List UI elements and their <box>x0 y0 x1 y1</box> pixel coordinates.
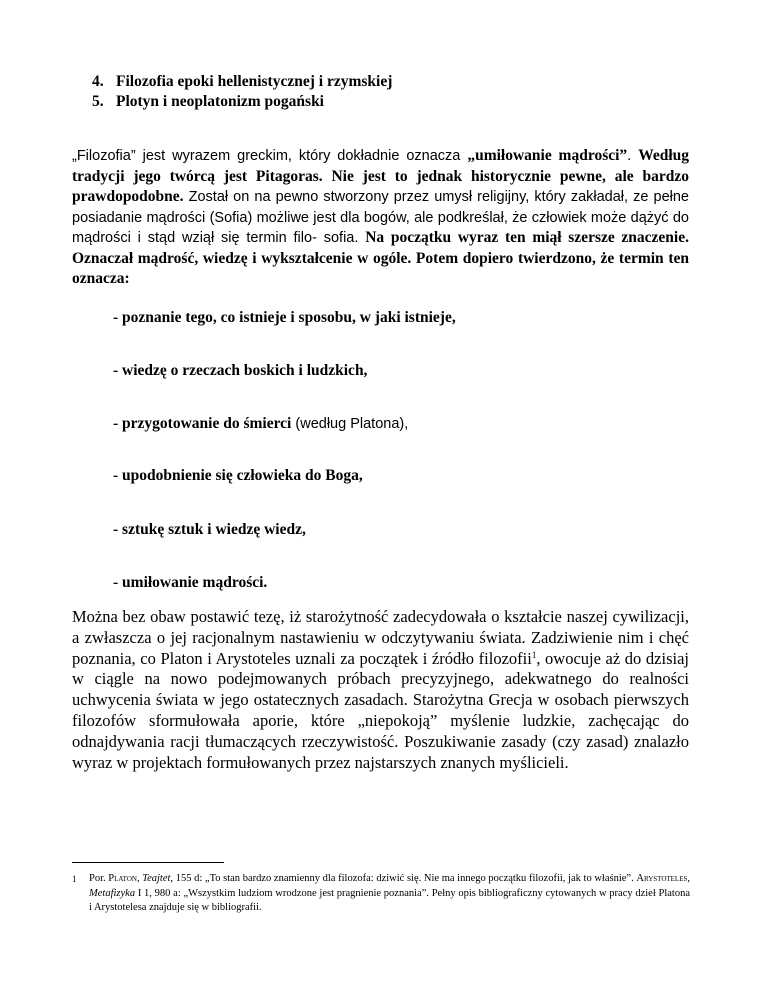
footnote-reference: 1 <box>531 649 537 660</box>
dash-item-bold: - wiedzę o rzeczach boskich i ludzkich, <box>113 362 368 379</box>
work-title: Teajtet <box>142 873 171 884</box>
footnote-body <box>89 872 690 916</box>
dash-item-bold: - poznanie tego, co istnieje i sposobu, w jaki istnieje, <box>113 309 456 326</box>
text-run: , owocuje aż do dzisiaj w ciągle na nowo podejmowanych próbach precyzyjnego, adekwatnego do realności uchwycenia świata w jego ostatecznych zasadach. Starożytna Grecja w osobach pierwszych filozofów sformułowała aporie, które „niepokoją” myślenie ludzkie, zachęcając do odnajdywania racji tłumaczących rzeczywistość. Poszukiwanie zasady (czy zasad) znalazło wyraz w projektach formułowanych przez najstarszych znanych myślicieli. <box>72 648 689 772</box>
work-title: Metafizyka <box>89 887 136 899</box>
chapter-list <box>92 72 392 112</box>
list-item <box>92 92 392 112</box>
text-run-bold: Według tradycji jego twórcą jest Pitagoras. Nie jest to jednak historycznie pewne, ale bardzo prawdopodobne. <box>72 147 690 205</box>
footnote <box>72 872 690 916</box>
dash-item-bold: - upodobnienie się człowieka do Boga, <box>113 467 363 484</box>
author-name: Platon <box>108 873 137 884</box>
dash-item <box>113 520 306 540</box>
text-run: Por. <box>89 873 109 884</box>
text-run: „Filozofia” jest wyrazem greckim, który dokładnie oznacza <box>72 148 468 164</box>
intro-paragraph <box>72 146 689 290</box>
list-number: 5. <box>92 93 104 110</box>
footnote-separator <box>72 862 224 863</box>
dash-item-normal: (według Platona), <box>291 416 409 432</box>
author-name: Arystoteles <box>636 873 688 884</box>
dash-item-bold: - umiłowanie mądrości. <box>113 574 268 591</box>
text-run-bold: „umiłowanie mądrości” <box>467 147 628 164</box>
body-paragraph <box>72 607 689 773</box>
dash-item <box>113 466 363 486</box>
text-run: , <box>687 873 690 884</box>
text-run: . <box>627 148 639 164</box>
dash-item <box>113 308 456 328</box>
text-run: , 155 d: „To stan bardzo znamienny dla filozofa: dziwić się. Nie ma innego początku filozofii, jak to właśnie”. <box>170 873 637 884</box>
dash-item <box>113 414 408 434</box>
text-run: I 1, 980 a: „Wszystkim ludziom wrodzone jest pragnienie poznania”. Pełny opis bibliograficzny cytowanych w pracy dzieł Platona i Arystotelesa znajduje się w bibliografii. <box>89 887 690 913</box>
list-text: Filozofia epoki hellenistycznej i rzymskiej <box>116 73 393 90</box>
footnote-mark: 1 <box>72 874 77 884</box>
text-run: Został on na pewno stworzony przez umysł religijny, który zakładał, ze pełne posiadanie mądrości (Sofia) możliwe jest dla bogów, ale podkreślał, że człowiek może dążyć do mądrości i stąd wziął się termin filo- sofia. <box>72 189 689 246</box>
dash-item <box>113 361 367 381</box>
dash-item <box>113 573 267 593</box>
list-item <box>92 72 392 92</box>
text-run: , <box>136 873 143 884</box>
text-run-bold: Na początku wyraz ten miął szersze znaczenie. Oznaczał mądrość, wiedzę i wykształcenie w ogóle. Potem dopiero twierdzono, że termin ten oznacza: <box>72 229 689 287</box>
text-run: Można bez obaw postawić tezę, iż starożytność zadecydowała o kształcie naszej cywilizacji, a zwłaszcza o jej racjonalnym nastawieniu w odczytywaniu świata. Zadziwienie nim i chęć poznania, co Platon i Arystoteles uznali za początek i źródło filozofii <box>72 607 689 668</box>
list-number: 4. <box>92 73 104 90</box>
list-text: Plotyn i neoplatonizm pogański <box>116 93 324 110</box>
dash-item-bold: - przygotowanie do śmierci <box>113 415 292 432</box>
dash-item-bold: - sztukę sztuk i wiedzę wiedz, <box>113 521 306 538</box>
